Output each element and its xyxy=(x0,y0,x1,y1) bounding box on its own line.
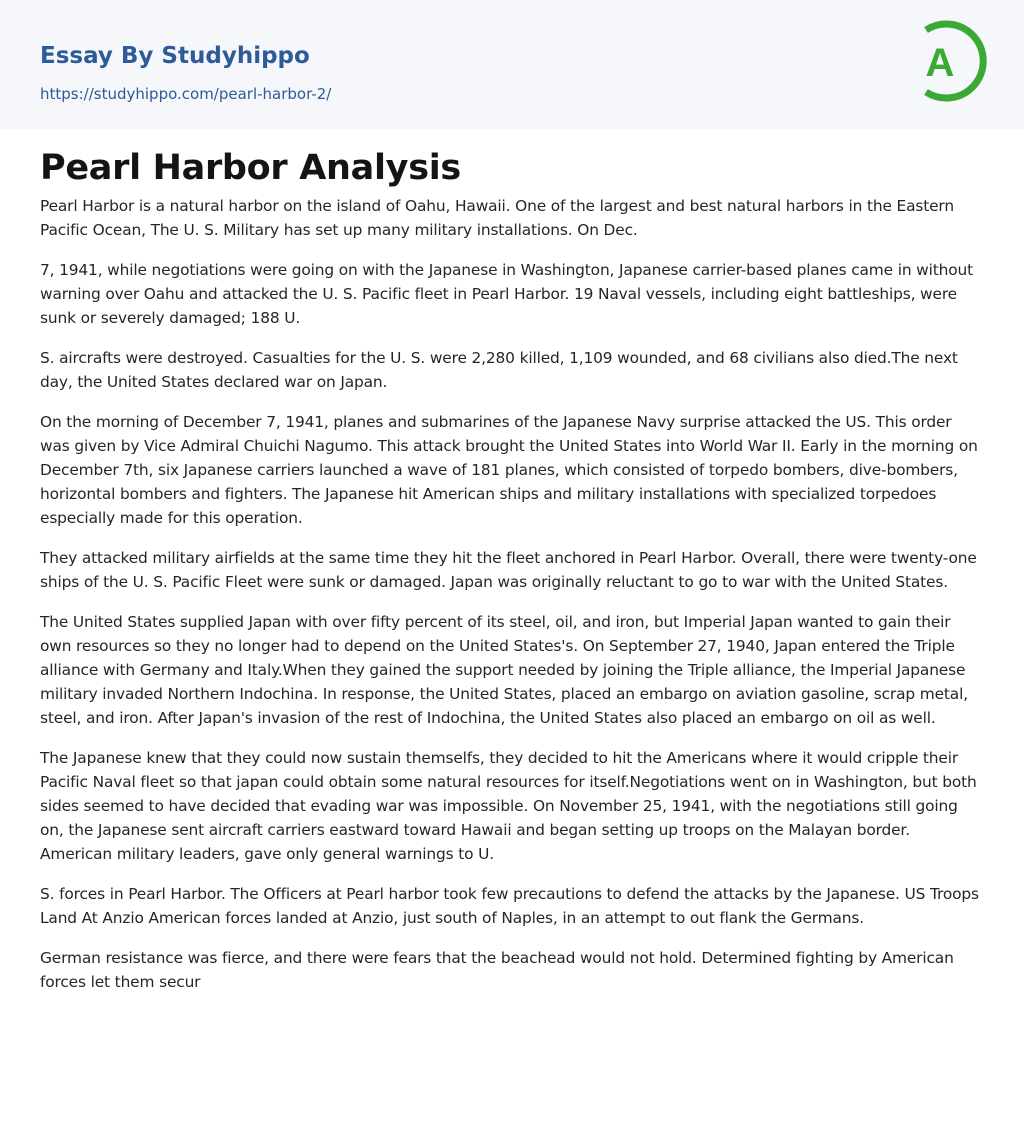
paragraph: S. forces in Pearl Harbor. The Officers at Pearl harbor took few precautions to defend the attacks by the Japanese. US Troops Land At Anzio American forces landed at Anzio, just south of Naples, in an attempt to out flank the Germans. xyxy=(40,885,979,927)
site-header xyxy=(0,0,1024,129)
brand-title: Essay By Studyhippo xyxy=(40,43,310,69)
paragraph: Pearl Harbor is a natural harbor on the island of Oahu, Hawaii. One of the largest and best natural harbors in the Eastern Pacific Ocean, The U. S. Military has set up many military installations. On Dec. xyxy=(40,197,954,239)
paragraph: S. aircrafts were destroyed. Casualties for the U. S. were 2,280 killed, 1,109 wounded, and 68 civilians also died.The next day, the United States declared war on Japan. xyxy=(40,349,958,391)
studyhippo-logo-icon[interactable] xyxy=(908,17,988,107)
paragraph: They attacked military airfields at the same time they hit the fleet anchored in Pearl Harbor. Overall, there were twenty-one ships of the U. S. Pacific Fleet were sunk or damaged. Japan was originally reluctant to go to war with the United States. xyxy=(40,549,977,591)
paragraph: German resistance was fierce, and there were fears that the beachead would not hold. Determined fighting by American forces let them secur xyxy=(40,949,954,991)
paragraph: On the morning of December 7, 1941, planes and submarines of the Japanese Navy surprise attacked the US. This order was given by Vice Admiral Chuichi Nagumo. This attack brought the United States into World War II. Early in the morning on December 7th, six Japanese carriers launched a wave of 181 planes, which consisted of torpedo bombers, dive-bombers, horizontal bombers and fighters. The Japanese hit American ships and military installations with specialized torpedoes especially made for this operation. xyxy=(40,413,978,527)
article xyxy=(0,129,1024,994)
paragraph: 7, 1941, while negotiations were going on with the Japanese in Washington, Japanese carrier-based planes came in without warning over Oahu and attacked the U. S. Pacific fleet in Pearl Harbor. 19 Naval vessels, including eight battleships, were sunk or severely damaged; 188 U. xyxy=(40,261,973,327)
page-title: Pearl Harbor Analysis xyxy=(40,148,461,188)
paragraph: The United States supplied Japan with over fifty percent of its steel, oil, and iron, but Imperial Japan wanted to gain their own resources so they no longer had to depend on the United States's. On September 27, 1940, Japan entered the Triple alliance with Germany and Italy.When they gained the support needed by joining the Triple alliance, the Imperial Japanese military invaded Northern Indochina. In response, the United States, placed an embargo on aviation gasoline, scrap metal, steel, and iron. After Japan's invasion of the rest of Indochina, the United States also placed an embargo on oil as well. xyxy=(40,613,968,727)
logo-letter: A xyxy=(925,41,955,85)
essay-url-link[interactable]: https://studyhippo.com/pearl-harbor-2/ xyxy=(40,85,332,103)
paragraph: The Japanese knew that they could now sustain themselfs, they decided to hit the Americans where it would cripple their Pacific Naval fleet so that japan could obtain some natural resources for itself.Negotiations went on in Washington, but both sides seemed to have decided that evading war was impossible. On November 25, 1941, with the negotiations still going on, the Japanese sent aircraft carriers eastward toward Hawaii and began setting up troops on the Malayan border. American military leaders, gave only general warnings to U. xyxy=(40,749,977,863)
